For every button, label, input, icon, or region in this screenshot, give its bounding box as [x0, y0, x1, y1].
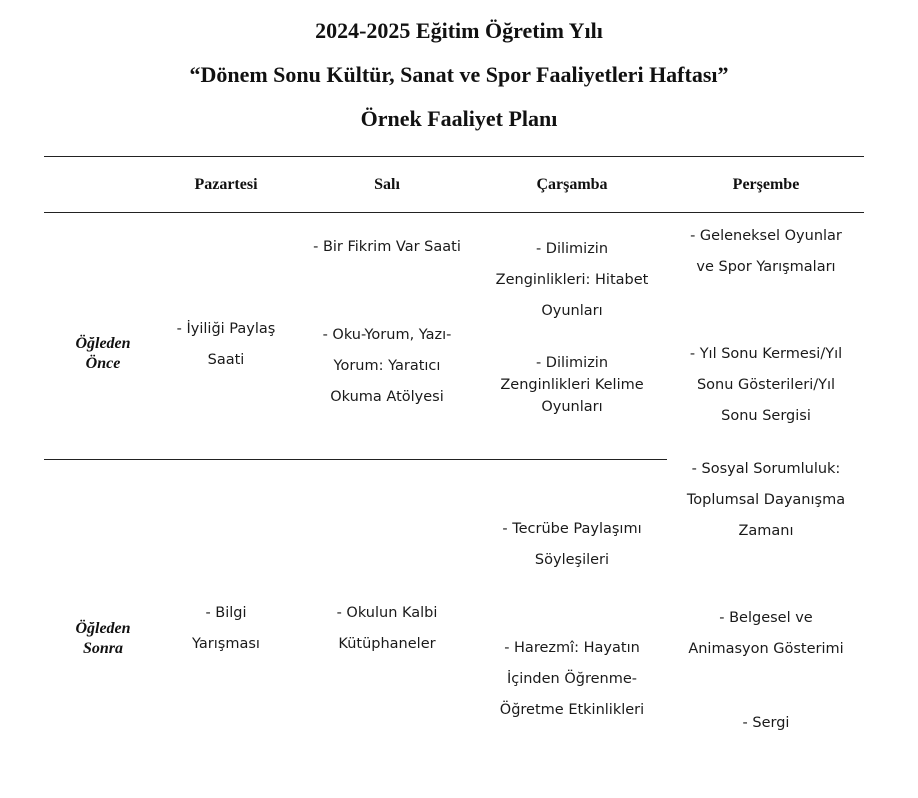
event-name: “Dönem Sonu Kültür, Sanat ve Spor Faaliyetleri Haftası” — [189, 62, 729, 87]
row-divider-rule — [44, 459, 667, 460]
activity-tuesday-afternoon: - Okulun Kalbi Kütüphaneler — [336, 605, 438, 652]
activity-wednesday-morning-1: - Dilimizin Zenginlikleri: Hitabet Oyunları — [495, 241, 649, 319]
header-bottom-rule — [44, 212, 864, 213]
activity-thursday-5: - Sergi — [742, 715, 790, 731]
header-monday: Pazartesi — [194, 176, 258, 193]
activity-thursday-1: - Geleneksel Oyunlar ve Spor Yarışmaları — [690, 228, 842, 275]
activity-monday-afternoon: - Bilgi Yarışması — [192, 605, 260, 652]
plan-subtitle: Örnek Faaliyet Planı — [360, 106, 558, 131]
activity-thursday-4: - Belgesel ve Animasyon Gösterimi — [688, 610, 844, 657]
activity-wednesday-afternoon-2: - Harezmî: Hayatın İçinden Öğrenme- Öğretme Etkinlikleri — [499, 640, 645, 718]
activity-tuesday-morning-2: - Oku-Yorum, Yazı- Yorum: Yaratıcı Okuma Atölyesi — [322, 327, 452, 405]
activity-wednesday-afternoon-1: - Tecrübe Paylaşımı Söyleşileri — [502, 521, 642, 568]
activity-monday-morning: - İyiliği Paylaş Saati — [176, 321, 276, 368]
header-thursday: Perşembe — [732, 176, 800, 193]
row-label-morning: Öğleden Önce — [75, 335, 131, 372]
activity-tuesday-morning-1: - Bir Fikrim Var Saati — [313, 239, 461, 255]
document-title: 2024-2025 Eğitim Öğretim Yılı — [315, 18, 603, 43]
activity-thursday-2: - Yıl Sonu Kermesi/Yıl Sonu Gösterileri/Yıl Sonu Sergisi — [689, 346, 843, 424]
activity-thursday-3: - Sosyal Sorumluluk: Toplumsal Dayanışma Zamanı — [686, 461, 846, 539]
row-label-afternoon: Öğleden Sonra — [75, 620, 131, 657]
header-wednesday: Çarşamba — [536, 176, 608, 193]
activity-wednesday-morning-2: - Dilimizin Zenginlikleri Kelime Oyunları — [500, 355, 644, 415]
table-top-rule — [44, 156, 864, 157]
header-tuesday: Salı — [374, 176, 400, 193]
